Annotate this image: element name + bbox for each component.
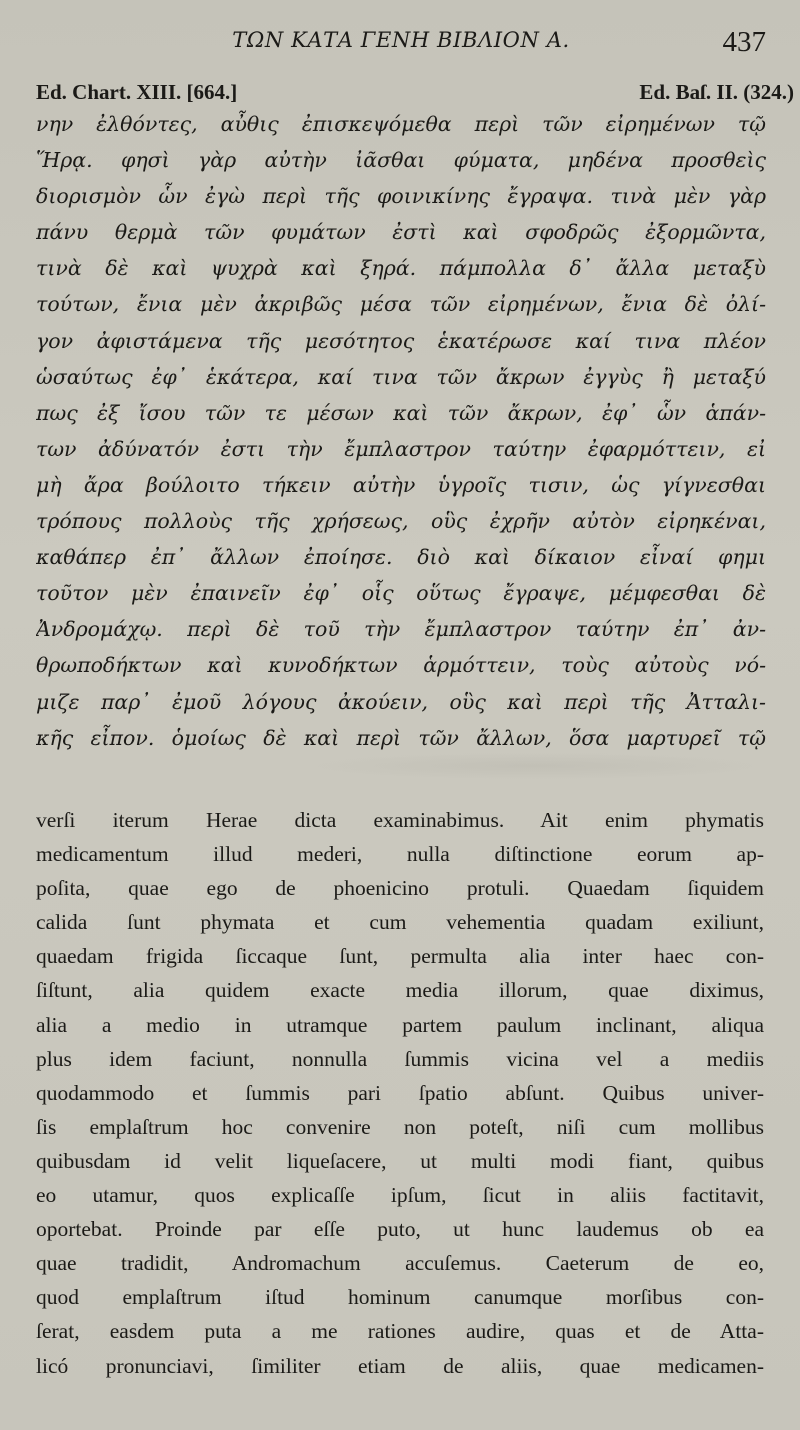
greek-text-line: τούτων, ἔνια μὲν ἀκριβῶς μέσα τῶν εἰρημένων, ἔνια δὲ ὀλί- <box>36 292 766 317</box>
latin-text-line: ſerat, easdem puta a me rationes audire, quas et de Atta- <box>36 1319 764 1344</box>
greek-text-line: κῆς εἶπον. ὁμοίως δὲ καὶ περὶ τῶν ἄλλων, ὅσα μαρτυρεῖ τῷ <box>36 725 766 750</box>
latin-text-line: quaedam frigida ſiccaque ſunt, permulta alia inter haec con- <box>36 944 764 969</box>
latin-text-line: quod emplaſtrum iſtud hominum canumque morſibus con- <box>36 1285 764 1310</box>
greek-text-line: τινὰ δὲ καὶ ψυχρὰ καὶ ξηρά. πάμπολλα δ᾽ ἄλλα μεταξὺ <box>36 256 766 281</box>
greek-text-block <box>36 106 766 756</box>
latin-text-line: quibusdam id velit liqueſacere, ut multi modi fiant, quibus <box>36 1148 764 1173</box>
latin-text-line: oportebat. Proinde par eſſe puto, ut hunc laudemus ob ea <box>36 1217 764 1242</box>
greek-text-line: νην ἐλθόντες, αὖθις ἐπισκεψόμεθα περὶ τῶν εἰρημένων τῷ <box>36 112 766 136</box>
greek-text-line: Ἥρᾳ. φησὶ γὰρ αὐτὴν ἰᾶσθαι φύματα, μηδένα προσθεὶς <box>36 148 766 173</box>
edition-reference-chartier: Ed. Chart. XIII. [664.] <box>36 80 238 104</box>
greek-text-line: πως ἐξ ἴσου τῶν τε μέσων καὶ τῶν ἄκρων, ἐφ᾽ ὧν ἁπάν- <box>36 400 766 425</box>
greek-text-line: των ἀδύνατόν ἐστι τὴν ἔμπλαστρον ταύτην ἐφαρμόττειν, εἰ <box>36 436 766 461</box>
latin-text-line: medicamentum illud mederi, nulla diſtinctione eorum ap- <box>36 842 764 867</box>
greek-text-line: τρόπους πολλοὺς τῆς χρήσεως, οὓς ἐχρῆν αὐτὸν εἰρηκέναι, <box>36 509 766 534</box>
greek-text-line: γον ἀφιστάμενα τῆς μεσότητος ἑκατέρωσε καί τινα πλέον <box>36 328 766 353</box>
latin-text-line: ſiſtunt, alia quidem exacte media illorum, quae diximus, <box>36 978 764 1003</box>
greek-text-line: θρωποδήκτων καὶ κυνοδήκτων ἁρμόττειν, τοὺς αὐτοὺς νό- <box>36 653 766 678</box>
greek-text-line: καθάπερ ἐπ᾽ ἄλλων ἐποίησε. διὸ καὶ δίκαιον εἶναί φημι <box>36 545 766 570</box>
latin-text-line: licó pronunciavi, ſimiliter etiam de aliis, quae medicamen- <box>36 1353 764 1378</box>
latin-text-line: quae tradidit, Andromachum accuſemus. Caeterum de eo, <box>36 1251 764 1276</box>
greek-text-line: Ἀνδρομάχῳ. περὶ δὲ τοῦ τὴν ἔμπλαστρον ταύτην ἐπ᾽ ἀν- <box>36 617 766 642</box>
greek-text-line: διορισμὸν ὧν ἐγὼ περὶ τῆς φοινικίνης ἔγραψα. τινὰ μὲν γὰρ <box>36 184 766 209</box>
latin-text-line: alia a medio in utramque partem paulum inclinant, aliqua <box>36 1012 764 1037</box>
latin-text-line: poſita, quae ego de phoenicino protuli. Quaedam ſiquidem <box>36 876 764 901</box>
running-title: ΤΩΝ ΚΑΤΑ ΓΕΝΗ ΒΙΒΛΙΟΝ Α. <box>232 28 570 52</box>
greek-text-line: μὴ ἄρα βούλοιτο τήκειν αὐτὴν ὑγροῖς τισιν, ὡς γίγνεσθαι <box>36 472 766 497</box>
greek-text-line: μιζε παρ᾽ ἐμοῦ λόγους ἀκούειν, οὓς καὶ περὶ τῆς Ἀτταλι- <box>36 689 766 714</box>
edition-reference-basel: Ed. Baſ. II. (324.) <box>639 80 794 104</box>
greek-text-line: τοῦτον μὲν ἐπαινεῖν ἐφ᾽ οἷς οὕτως ἔγραψε, μέμφεσθαι δὲ <box>36 581 766 606</box>
running-head <box>36 28 766 64</box>
latin-translation-block <box>36 803 764 1383</box>
latin-text-line: calida ſunt phymata et cum vehementia quadam exiliunt, <box>36 910 764 935</box>
greek-text-line: ὡσαύτως ἐφ᾽ ἑκάτερα, καί τινα τῶν ἄκρων ἐγγὺς ἢ μεταξύ <box>36 364 766 389</box>
paper-smudge <box>300 752 770 780</box>
greek-text-line: πάνυ θερμὰ τῶν φυμάτων ἐστὶ καὶ σφοδρῶς ἐξορμῶντα, <box>36 220 766 245</box>
latin-text-line: ſis emplaſtrum hoc convenire non poteſt, niſi cum mollibus <box>36 1114 764 1139</box>
latin-text-line: plus idem faciunt, nonnulla ſummis vicina vel a mediis <box>36 1046 764 1071</box>
latin-text-line: eo utamur, quos explicaſſe ipſum, ſicut in aliis factitavit, <box>36 1183 764 1208</box>
latin-text-line: quodammodo et ſummis pari ſpatio abſunt. Quibus univer- <box>36 1080 764 1105</box>
page-number: 437 <box>722 26 766 58</box>
latin-text-line: verſi iterum Herae dicta examinabimus. Ait enim phymatis <box>36 808 764 832</box>
